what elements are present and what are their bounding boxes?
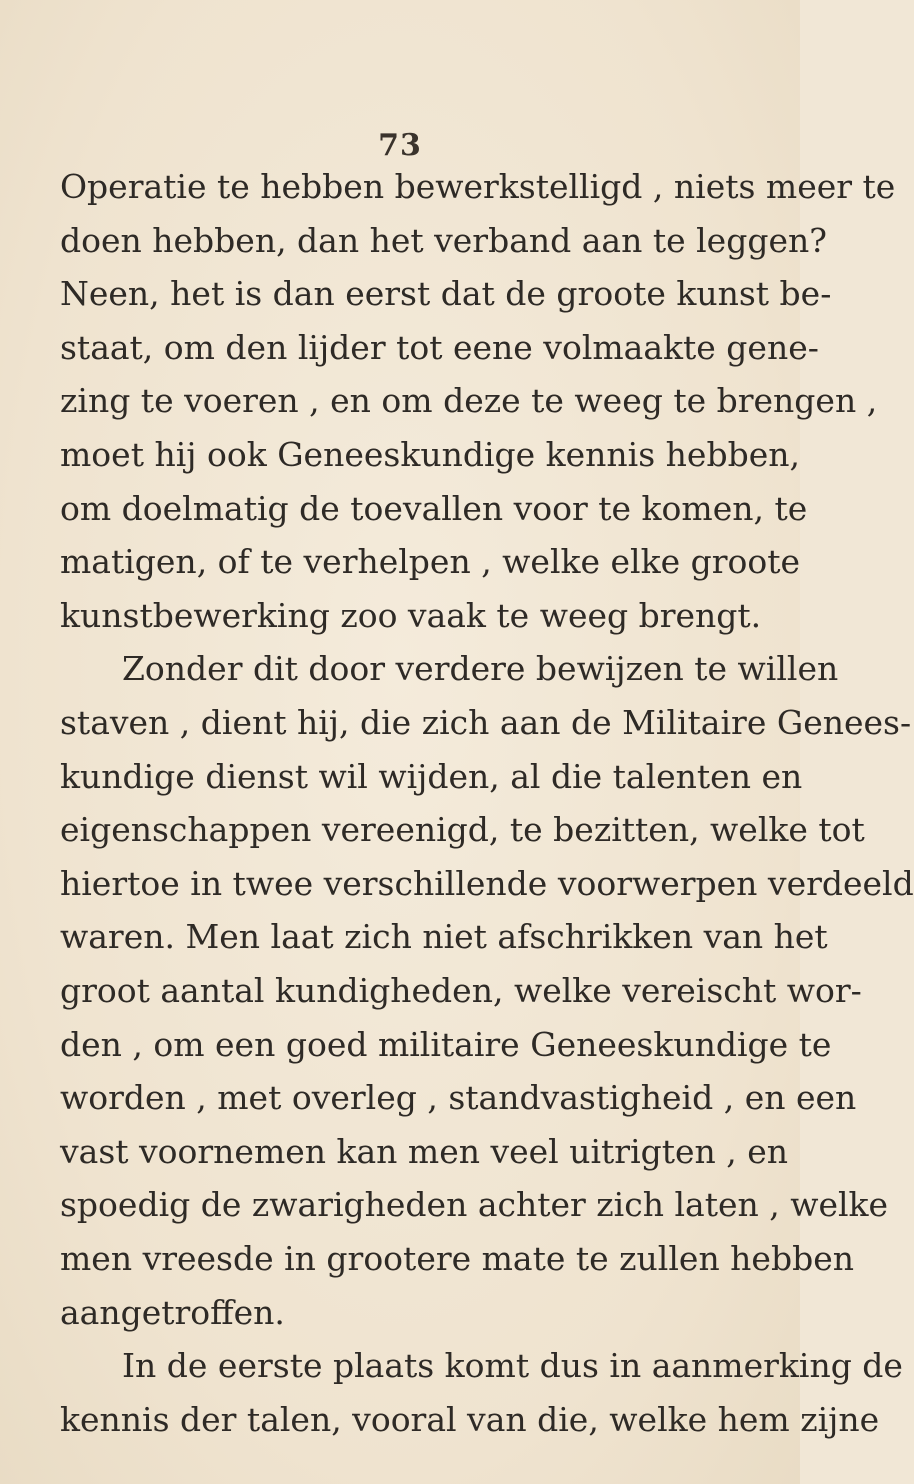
text-line-19: vast voornemen kan men veel uitrigten , en — [60, 1131, 789, 1171]
text-line-7: om doelmatig de toevallen voor te komen, te — [60, 488, 808, 528]
text-line-14: hiertoe in twee verschillende voorwerpen verdeeld — [60, 863, 914, 903]
text-line-3: Neen, het is dan eerst dat de groote kunst be- — [60, 274, 832, 314]
text-line-12: kundige dienst wil wijden, al die talenten en — [60, 756, 803, 796]
text-line-13: eigenschappen vereenigd, te bezitten, welke tot — [60, 810, 865, 850]
text-line-9: kunstbewerking zoo vaak te weeg brengt. — [60, 595, 762, 635]
text-line-22: aangetroffen. — [60, 1292, 285, 1332]
text-line-18: worden , met overleg , standvastigheid , en een — [60, 1078, 857, 1118]
text-line-17: den , om een goed militaire Geneeskundige te — [60, 1024, 832, 1064]
text-line-23: In de eerste plaats komt dus in aanmerking de — [122, 1346, 903, 1386]
text-line-15: waren. Men laat zich niet afschrikken van het — [60, 917, 828, 957]
text-line-10: Zonder dit door verdere bewijzen te willen — [122, 649, 839, 689]
text-line-24: kennis der talen, vooral van die, welke hem zijne — [60, 1399, 880, 1439]
text-line-4: staat, om den lijder tot eene volmaakte gene- — [60, 327, 819, 367]
page-number: 73 — [378, 128, 422, 163]
text-line-11: staven , dient hij, die zich aan de Militaire Genees- — [60, 703, 912, 742]
text-line-2: doen hebben, dan het verband aan te leggen? — [60, 220, 827, 260]
text-line-6: moet hij ook Geneeskundige kennis hebben, — [60, 435, 800, 474]
text-line-5: zing te voeren , en om deze te weeg te brengen , — [60, 381, 878, 421]
text-line-1: Operatie te hebben bewerkstelligd , niets meer te — [60, 167, 896, 206]
text-line-16: groot aantal kundigheden, welke vereischt wor- — [60, 971, 862, 1010]
text-line-21: men vreesde in grootere mate te zullen hebben — [60, 1239, 854, 1278]
text-line-8: matigen, of te verhelpen , welke elke groote — [60, 542, 801, 582]
text-line-20: spoedig de zwarigheden achter zich laten , welke — [60, 1185, 889, 1225]
